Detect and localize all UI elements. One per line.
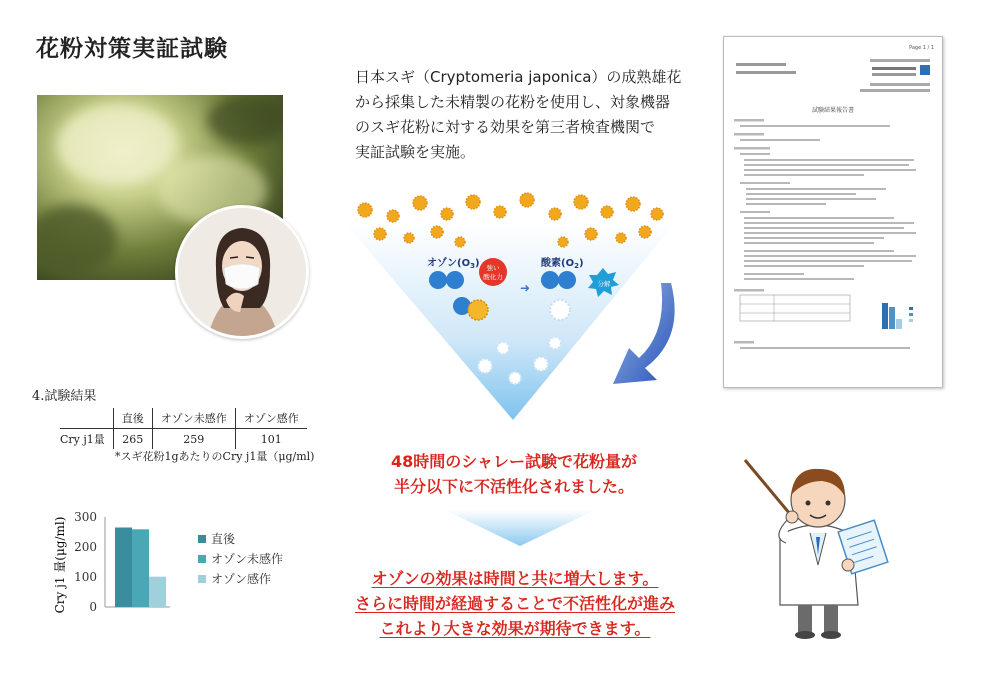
doctor-illustration xyxy=(740,455,890,644)
description-line: 日本スギ（Cryptomeria japonica）の成熟雄花 xyxy=(355,68,682,86)
result-message-line: 48時間のシャレー試験で花粉量が xyxy=(391,452,637,471)
description-line: から採集した未精製の花粉を使用し、対象機器 xyxy=(355,93,671,111)
report-page-number: Page 1 / 1 xyxy=(909,45,934,51)
svg-text:強い: 強い xyxy=(486,264,500,272)
oxygen-label: 酸素$(O_2)$ xyxy=(541,258,584,270)
bar-2 xyxy=(132,529,149,607)
conclusion-line: これより大きな効果が期待できます。 xyxy=(379,619,651,638)
ozone-label: オゾン$(O_3)$ xyxy=(427,258,480,270)
result-message xyxy=(368,449,660,499)
y-tick-label: 200 xyxy=(74,540,97,554)
oxidizing-badge xyxy=(479,258,507,286)
report-title: 試験結果報告書 xyxy=(811,107,854,114)
description-line: 実証試験を実施。 xyxy=(355,143,476,161)
pollen-reacting-icon xyxy=(468,300,488,320)
legend-label: オゾン未感作 xyxy=(211,552,284,566)
page-title: 花粉対策実証試験 xyxy=(36,36,228,62)
legend-label: オゾン感作 xyxy=(211,572,272,586)
results-heading: 4.試験結果 xyxy=(32,389,97,404)
results-table xyxy=(60,408,307,449)
description-line: のスギ花粉に対する効果を第三者検査機関で xyxy=(355,118,656,136)
table-cell: 259 xyxy=(152,429,235,450)
legend-swatch xyxy=(198,555,206,563)
result-message-line: 半分以下に不活性化されました。 xyxy=(393,477,634,496)
arrow-icon: ➜ xyxy=(520,281,531,295)
conclusion-line: オゾンの効果は時間と共に増大します。 xyxy=(371,569,659,588)
y-axis-label: Cry j1 量(μg/ml) xyxy=(53,516,67,614)
inactive-pollen-icon xyxy=(550,300,570,320)
bar-1 xyxy=(115,528,132,608)
conclusion-line: さらに時間が経過することで不活性化が進み xyxy=(354,594,675,613)
svg-text:酸化力: 酸化力 xyxy=(483,273,503,281)
bar-3 xyxy=(149,577,166,607)
column-header: オゾン未感作 xyxy=(152,408,235,429)
y-tick-label: 0 xyxy=(89,600,97,614)
down-arrow-icon xyxy=(445,510,595,546)
test-description xyxy=(355,65,685,165)
test-report-document xyxy=(723,36,943,388)
legend-label: 直後 xyxy=(211,532,236,546)
cry-j1-bar-chart xyxy=(20,505,320,629)
row-label: Cry j1量 xyxy=(60,433,105,446)
column-header: 直後 xyxy=(113,408,152,429)
legend-swatch xyxy=(198,575,206,583)
y-tick-label: 100 xyxy=(74,570,97,584)
funnel-shape xyxy=(345,223,675,420)
woman-with-mask-portrait xyxy=(175,205,309,339)
y-tick-label: 300 xyxy=(74,510,97,524)
conclusion-message xyxy=(325,566,705,641)
column-header: オゾン感作 xyxy=(235,408,307,429)
curved-arrow-icon xyxy=(613,283,675,384)
table-cell: 265 xyxy=(113,429,152,450)
table-cell: 101 xyxy=(235,429,307,450)
svg-text:分解: 分解 xyxy=(597,280,611,288)
legend-swatch xyxy=(198,535,206,543)
ozone-reaction-diagram xyxy=(345,188,695,442)
results-footnote: *スギ花粉1gあたりのCry j1量（μg/ml) xyxy=(115,450,315,463)
